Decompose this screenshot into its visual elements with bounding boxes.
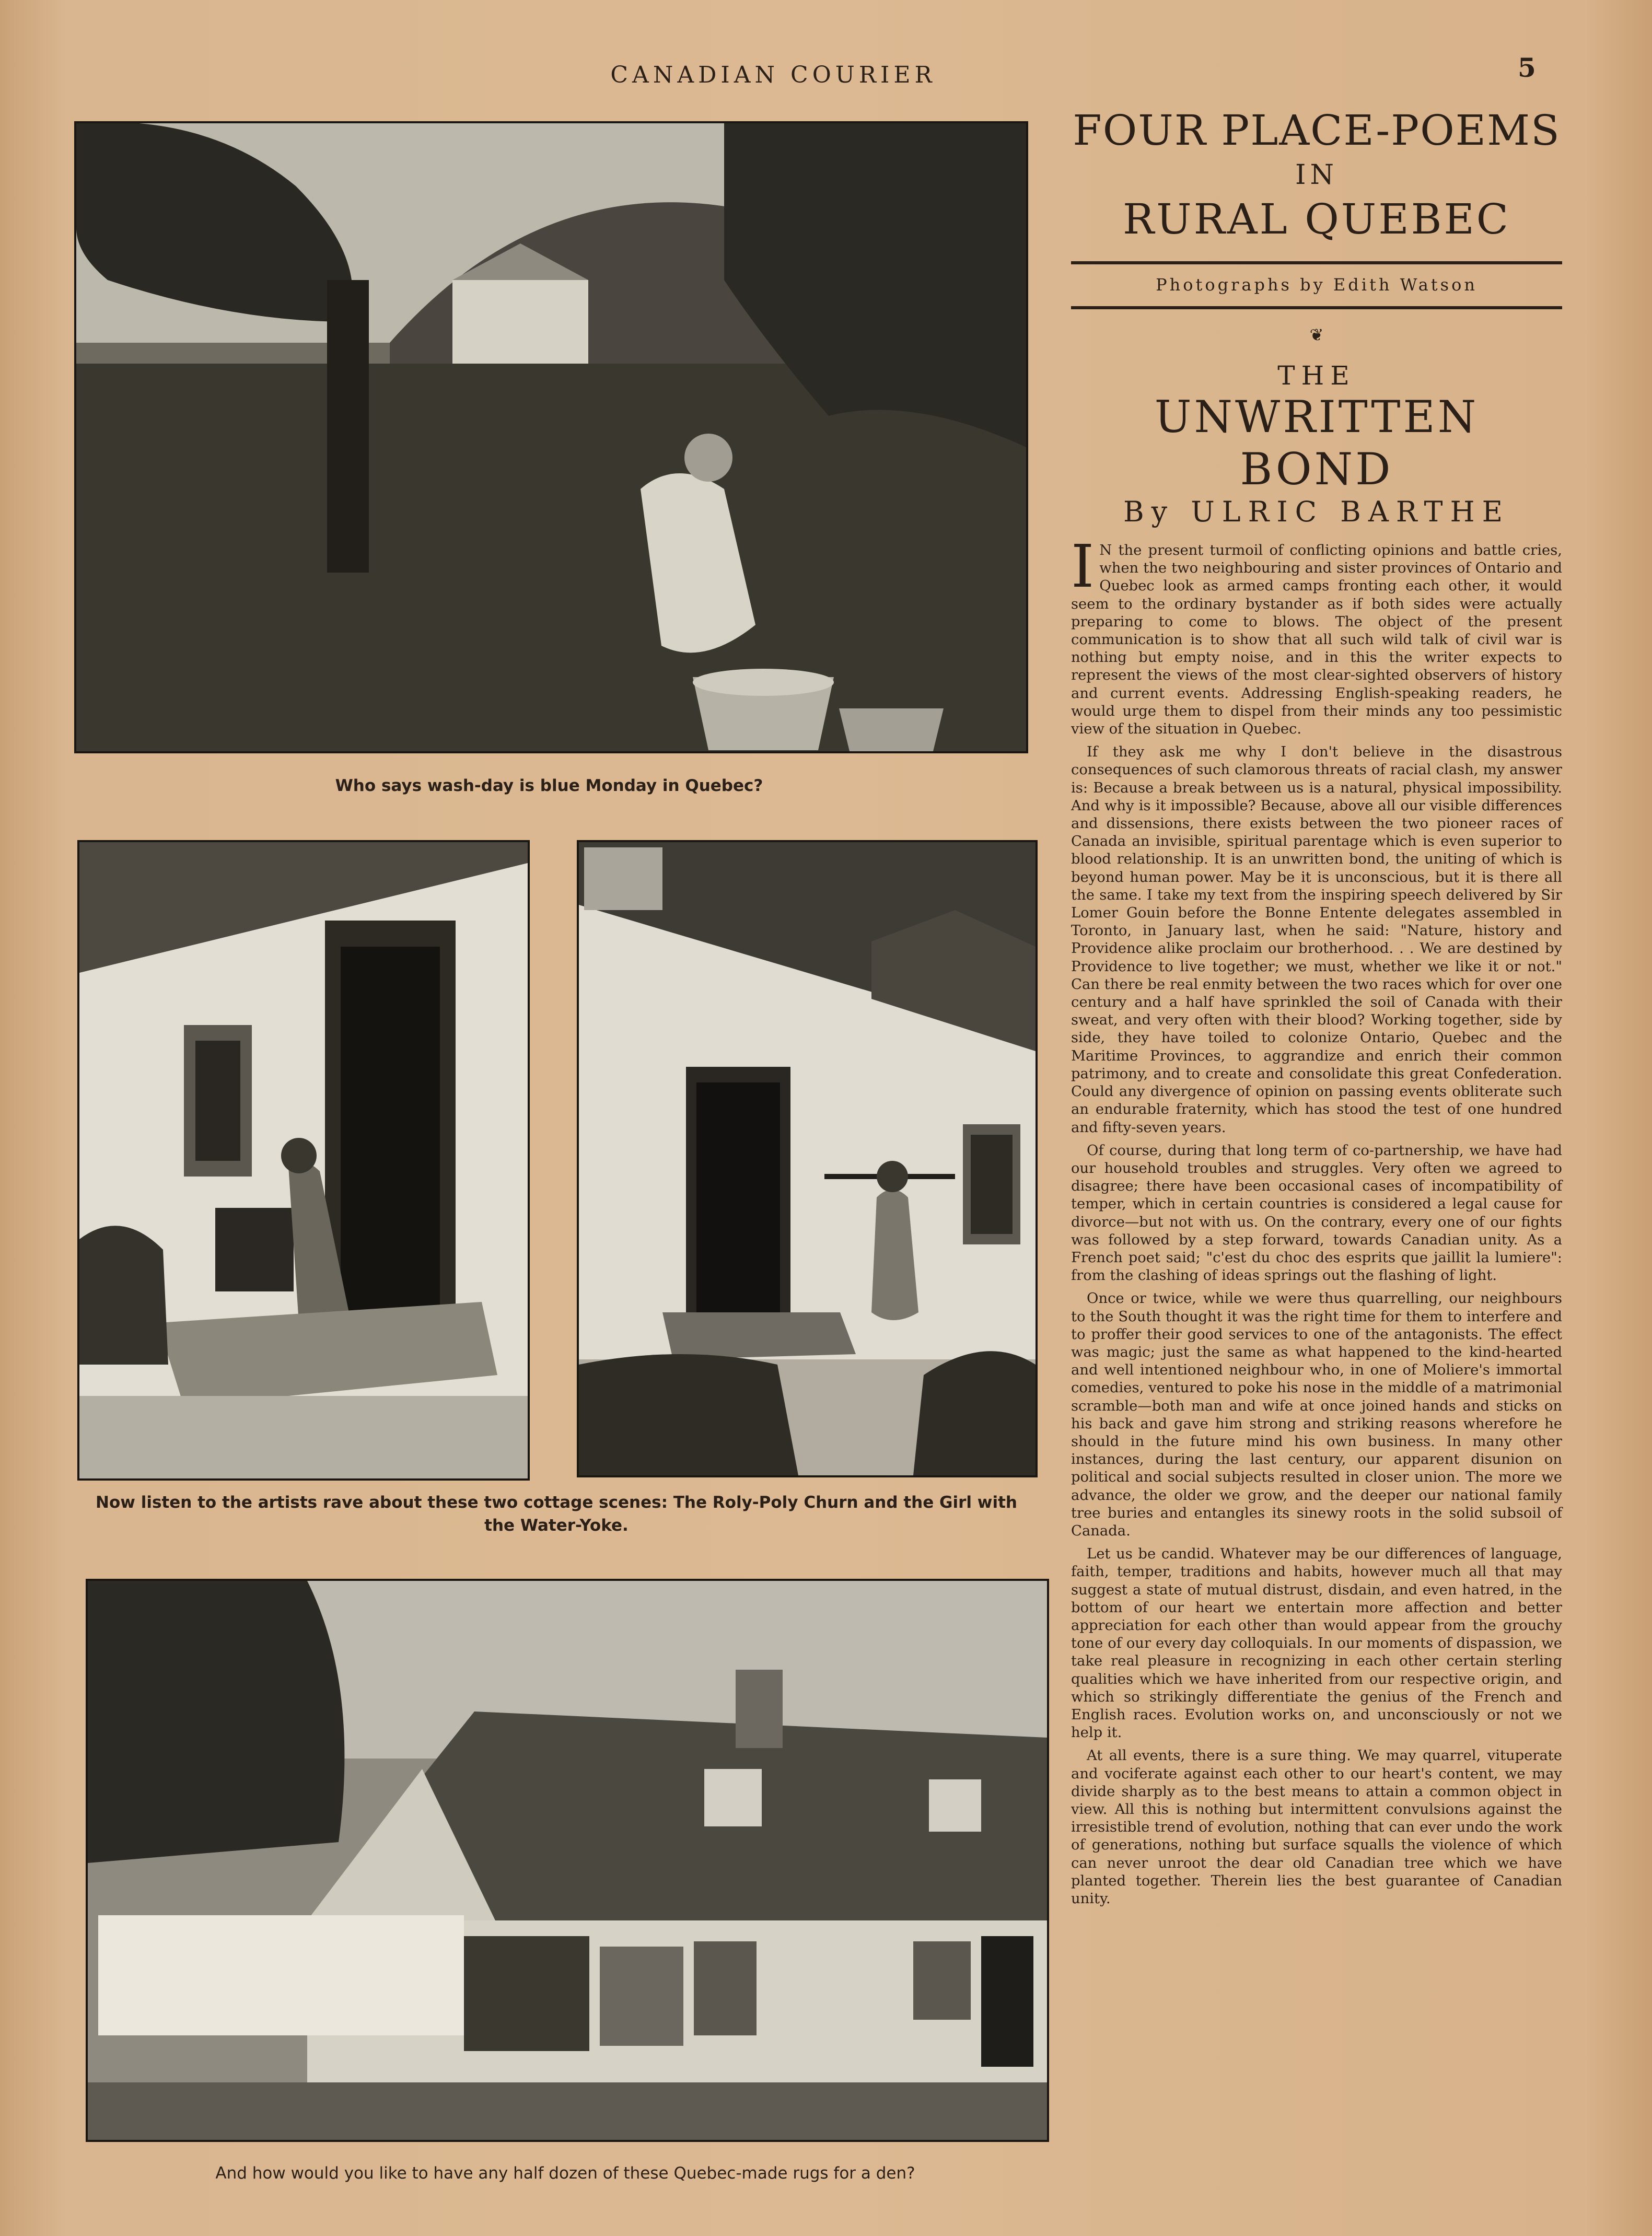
caption-cottages: Now listen to the artists rave about these two cottage scenes: The Roly-Poly Churn and the Girl with the Water-Yoke. [96,1493,1017,1535]
byline: By ULRIC BARTHE [1123,495,1510,528]
paragraph: If they ask me why I don't believe in the disastrous consequences of such clamorous threats of racial clash, my answer is: Because a break between us is a natural, physical impossibility. And why is it impossible? Because, above all our visible differences and dissensions, there exists between the two pioneer races of Canada an invisible, spiritual parentage which is even superior to blood relationship. It is an unwritten bond, the uniting of which is beyond human power. May be it is unconscious, but it is there all the same. I take my text from the inspiring speech delivered by Sir Lomer Gouin before the Bonne Entente delegates assembled in Toronto, in January last, when he said: "Nature, history and Providence alike proclaim our brotherhood. . . We are destined by Providence to live together; we must, whether we like it or not." Can there be real enmity between the two races which for over one century and a half have sprinkled the soil of Canada with their sweat, and very often with their blood? Working together, side by side, they have toiled to colonize Ontario, Quebec and the Maritime Provinces, to aggrandize and enrich their common patrimony, and to create and consolidate this great Confederation. Could any divergence of opinion on passing events obliterate such an endurable fraternity, which has stood the test of one hundred and fifty-seven years. [1071,744,1563,1136]
photo-washday [74,121,1028,753]
churn-scene [79,842,528,1478]
article-column [1071,104,1562,1913]
feature-title-line1: FOUR PLACE-POEMS [1073,106,1561,155]
running-head: CANADIAN COURIER [610,62,936,88]
paragraph: At all events, there is a sure thing. We may quarrel, vituperate and vociferate against each other to our heart's content, we may divide sharply as to the best means to attain a common object in view. All this is nothing but intermittent convulsions against the irresistible trend of evolution, nothing that can ever undo the work of generations, nothing but surface squalls the violence of which can never unroot the dear old Canadian tree which we have planted together. Therein lies the best guarantee of Canadian unity. [1071,1748,1562,1907]
paragraph: Let us be candid. Whatever may be our differences of language, faith, temper, traditions and habits, however much all that may suggest a state of mutual distrust, disdain, and even hatred, in the bottom of our heart we entertain more affection and better appreciation for each other than would appear from the grouchy tone of our every day colloquials. In our moments of dispassion, we take real pleasure in recognizing in each other certain sterling qualities which we have inherited from our respective origin, and which so strikingly differentiate the genius of the French and English races. Evolution works on, and unconsciously or not we help it. [1071,1546,1562,1741]
rugs-scene [88,1581,1047,2140]
drop-cap: I [1071,533,1095,601]
paragraph: Once or twice, while we were thus quarrelling, our neighbours to the South thought it was the right time for them to interfere and to proffer their good services to one of the antagonists. The effect was magic; just the same as what happened to the kind-hearted and well intentioned neighbour who, in one of Moliere's immortal comedies, ventured to poke his nose in the middle of a matrimonial scramble—both man and wife at once joined hands and sticks on his back and gave him strong and striking reasons wherefore he should in the future mind his own business. In many other instances, during the last century, our apparent disunion on political and social subjects resulted in closer union. The more we advance, the older we grow, and the deeper our national family tree buries and entangles its sinewy roots in the solid subsoil of Canada. [1071,1290,1562,1539]
paragraph [1071,533,1562,738]
caption-rugs: And how would you like to have any half dozen of these Quebec-made rugs for a den? [215,2164,915,2183]
water-yoke-scene [579,842,1036,1475]
feature-title-line2: IN [1295,159,1339,191]
ornament-icon: ❦ [1309,325,1324,345]
photo-churn [77,840,530,1481]
washday-scene [76,123,1026,751]
paragraph: Of course, during that long term of co-partnership, we have had our household troubles and struggles. Very often we agreed to disagree; there have been occasional cases of incompatibility of temper, which in certain countries is considered a legal cause for divorce—but not with us. On the contrary, every one of our fights was followed by a step forward, towards Canadian unity. As a French poet said; "c'est du choc des esprits que jaillit la lumiere": from the clashing of ideas springs out the flashing of light. [1071,1142,1562,1284]
story-kicker: THE [1277,360,1356,391]
photo-water-yoke [577,840,1038,1477]
page-number: 5 [1518,52,1536,83]
story-title: UNWRITTEN BOND [1154,391,1479,495]
photo-rugs [86,1579,1049,2142]
article-body [1071,533,1563,1908]
photo-credit: Photographs by Edith Watson [1156,275,1478,295]
divider-rule [1071,306,1562,309]
feature-title [1071,104,1562,246]
caption-washday: Who says wash-day is blue Monday in Quebec? [335,776,763,795]
paragraph-text: N the present turmoil of conflicting opinions and battle cries, when the two neighbouring and sister provinces of Ontario and Quebec look as armed camps fronting each other, it would seem to the ordinary bystander as if both sides were actually preparing to come to blows. The object of the present communication is to show that all such wild talk of civil war is nothing but empty noise, and in this the writer expects to represent the views of the most clear-sighted observers of history and current events. Addressing English-speaking readers, he would urge them to dispel from their minds any too pessimistic view of the situation in Quebec. [1071,542,1562,738]
feature-title-line3: RURAL QUEBEC [1122,195,1511,243]
